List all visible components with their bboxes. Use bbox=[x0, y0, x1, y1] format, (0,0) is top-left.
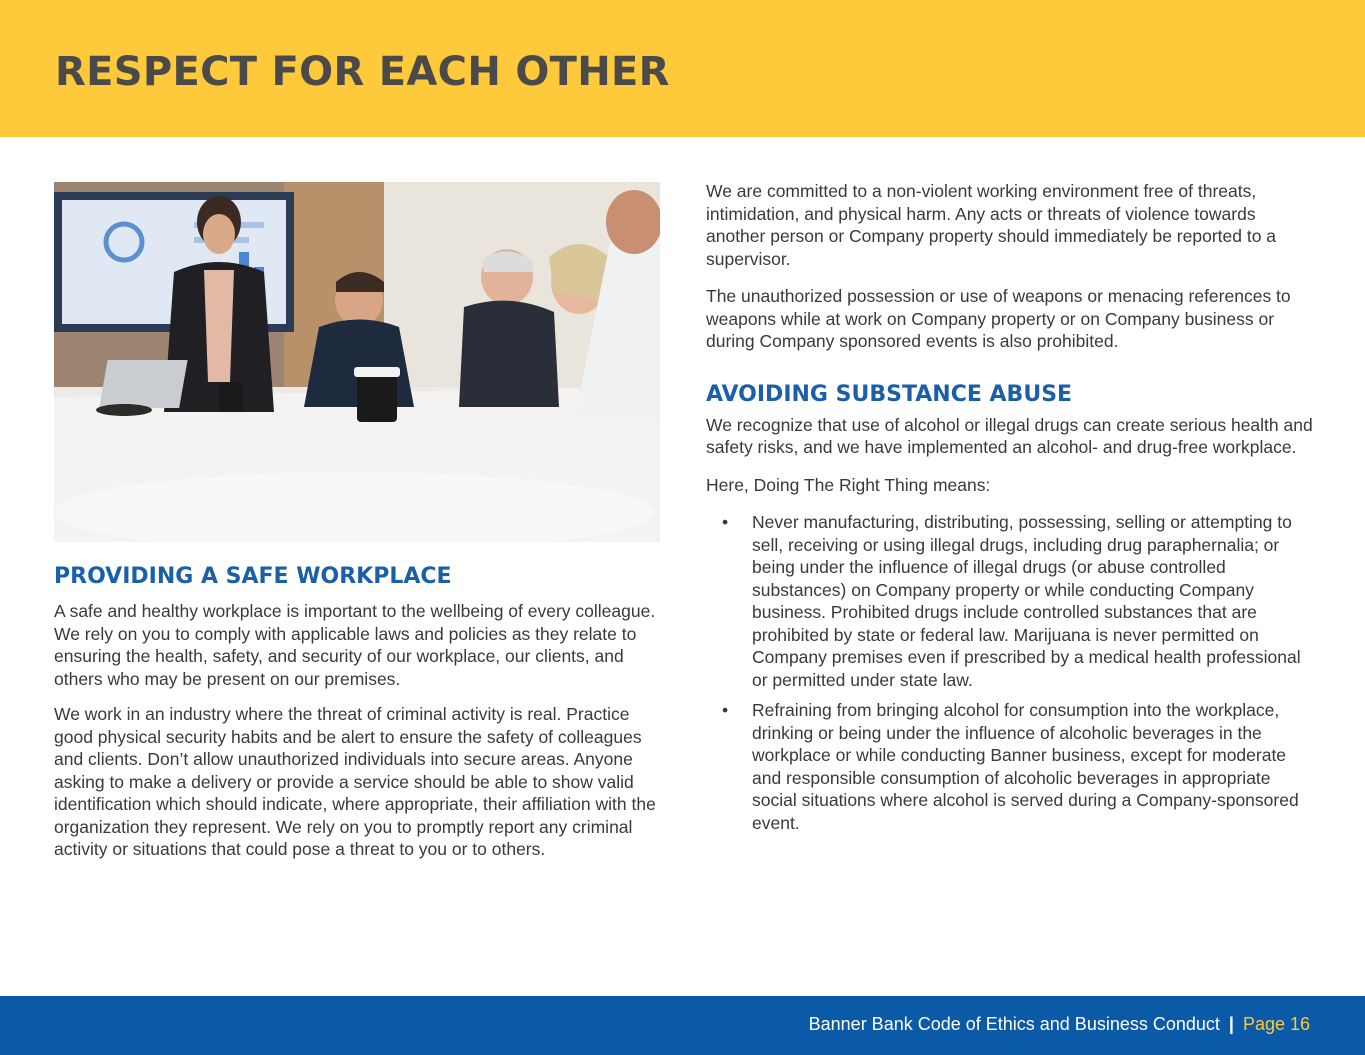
non-violence-paragraph: We are committed to a non-violent working environment free of threats, intimidation, and physical harm. Any acts or threats of violence towards another person or Company property should immediately be reported to a supervisor. bbox=[706, 181, 1277, 269]
business-meeting-photo bbox=[54, 182, 660, 542]
bullet-icon: • bbox=[722, 700, 729, 720]
list-item-text: Never manufacturing, distributing, possessing, selling or attempting to sell, receiving or using illegal drugs, including drug paraphernalia; or being under the influence of illegal drugs (or abuse controlled substances) on Company property or while conducting Company business. Prohibited drugs include controlled substances that are prohibited by state or federal law. Marijuana is never permitted on Company premises even if prescribed by a medical health professional or permitted under state law. bbox=[752, 512, 1301, 690]
list-item-text: Refraining from bringing alcohol for consumption into the workplace, drinking or being under the influence of alcoholic beverages in the workplace or while conducting Banner business, except for moderate and responsible consumption of alcoholic beverages in appropriate social situations where alcohol is served during a Company-sponsored event. bbox=[752, 700, 1299, 833]
page-footer bbox=[0, 996, 1365, 1055]
page-header bbox=[0, 0, 1365, 137]
substance-bullet-list bbox=[706, 511, 1316, 834]
left-column bbox=[54, 182, 660, 861]
meeting-illustration bbox=[54, 182, 660, 542]
section-heading-safe-workplace: PROVIDING A SAFE WORKPLACE bbox=[54, 564, 452, 589]
safe-workplace-paragraph-1: A safe and healthy workplace is important to the wellbeing of every colleague. We rely on you to comply with applicable laws and policies as they relate to ensuring the health, safety, and security of our workplace, our clients, and others who may be present on our premises. bbox=[54, 601, 656, 689]
safe-workplace-paragraph-2: We work in an industry where the threat of criminal activity is real. Practice good physical security habits and be alert to ensure the safety of colleagues and clients. Don’t allow unauthorized individuals into secure areas. Anyone asking to make a delivery or provide a service should be able to show valid identification which should indicate, where appropriate, their affiliation with the organization they represent. We rely on you to promptly report any criminal activity or situations that could pose a threat to you or to others. bbox=[54, 704, 656, 859]
footer-document-title: Banner Bank Code of Ethics and Business Conduct bbox=[808, 1014, 1220, 1034]
footer-separator: | bbox=[1228, 1014, 1234, 1034]
list-item bbox=[706, 699, 1316, 834]
page-number: Page 16 bbox=[1242, 1014, 1310, 1034]
right-column bbox=[706, 180, 1316, 834]
weapons-paragraph: The unauthorized possession or use of weapons or menacing references to weapons while at work on Company property or on Company business or during Company sponsored events is also prohibited. bbox=[706, 286, 1291, 351]
bullet-icon: • bbox=[722, 512, 729, 532]
section-heading-substance-abuse: AVOIDING SUBSTANCE ABUSE bbox=[706, 381, 1073, 407]
footer-text bbox=[809, 1013, 1310, 1035]
page-title: RESPECT FOR EACH OTHER bbox=[55, 49, 670, 95]
right-thing-intro: Here, Doing The Right Thing means: bbox=[706, 474, 991, 495]
substance-paragraph: We recognize that use of alcohol or illegal drugs can create serious health and safety risks, and we have implemented an alcohol- and drug-free workplace. bbox=[706, 414, 1313, 457]
list-item bbox=[706, 511, 1316, 691]
